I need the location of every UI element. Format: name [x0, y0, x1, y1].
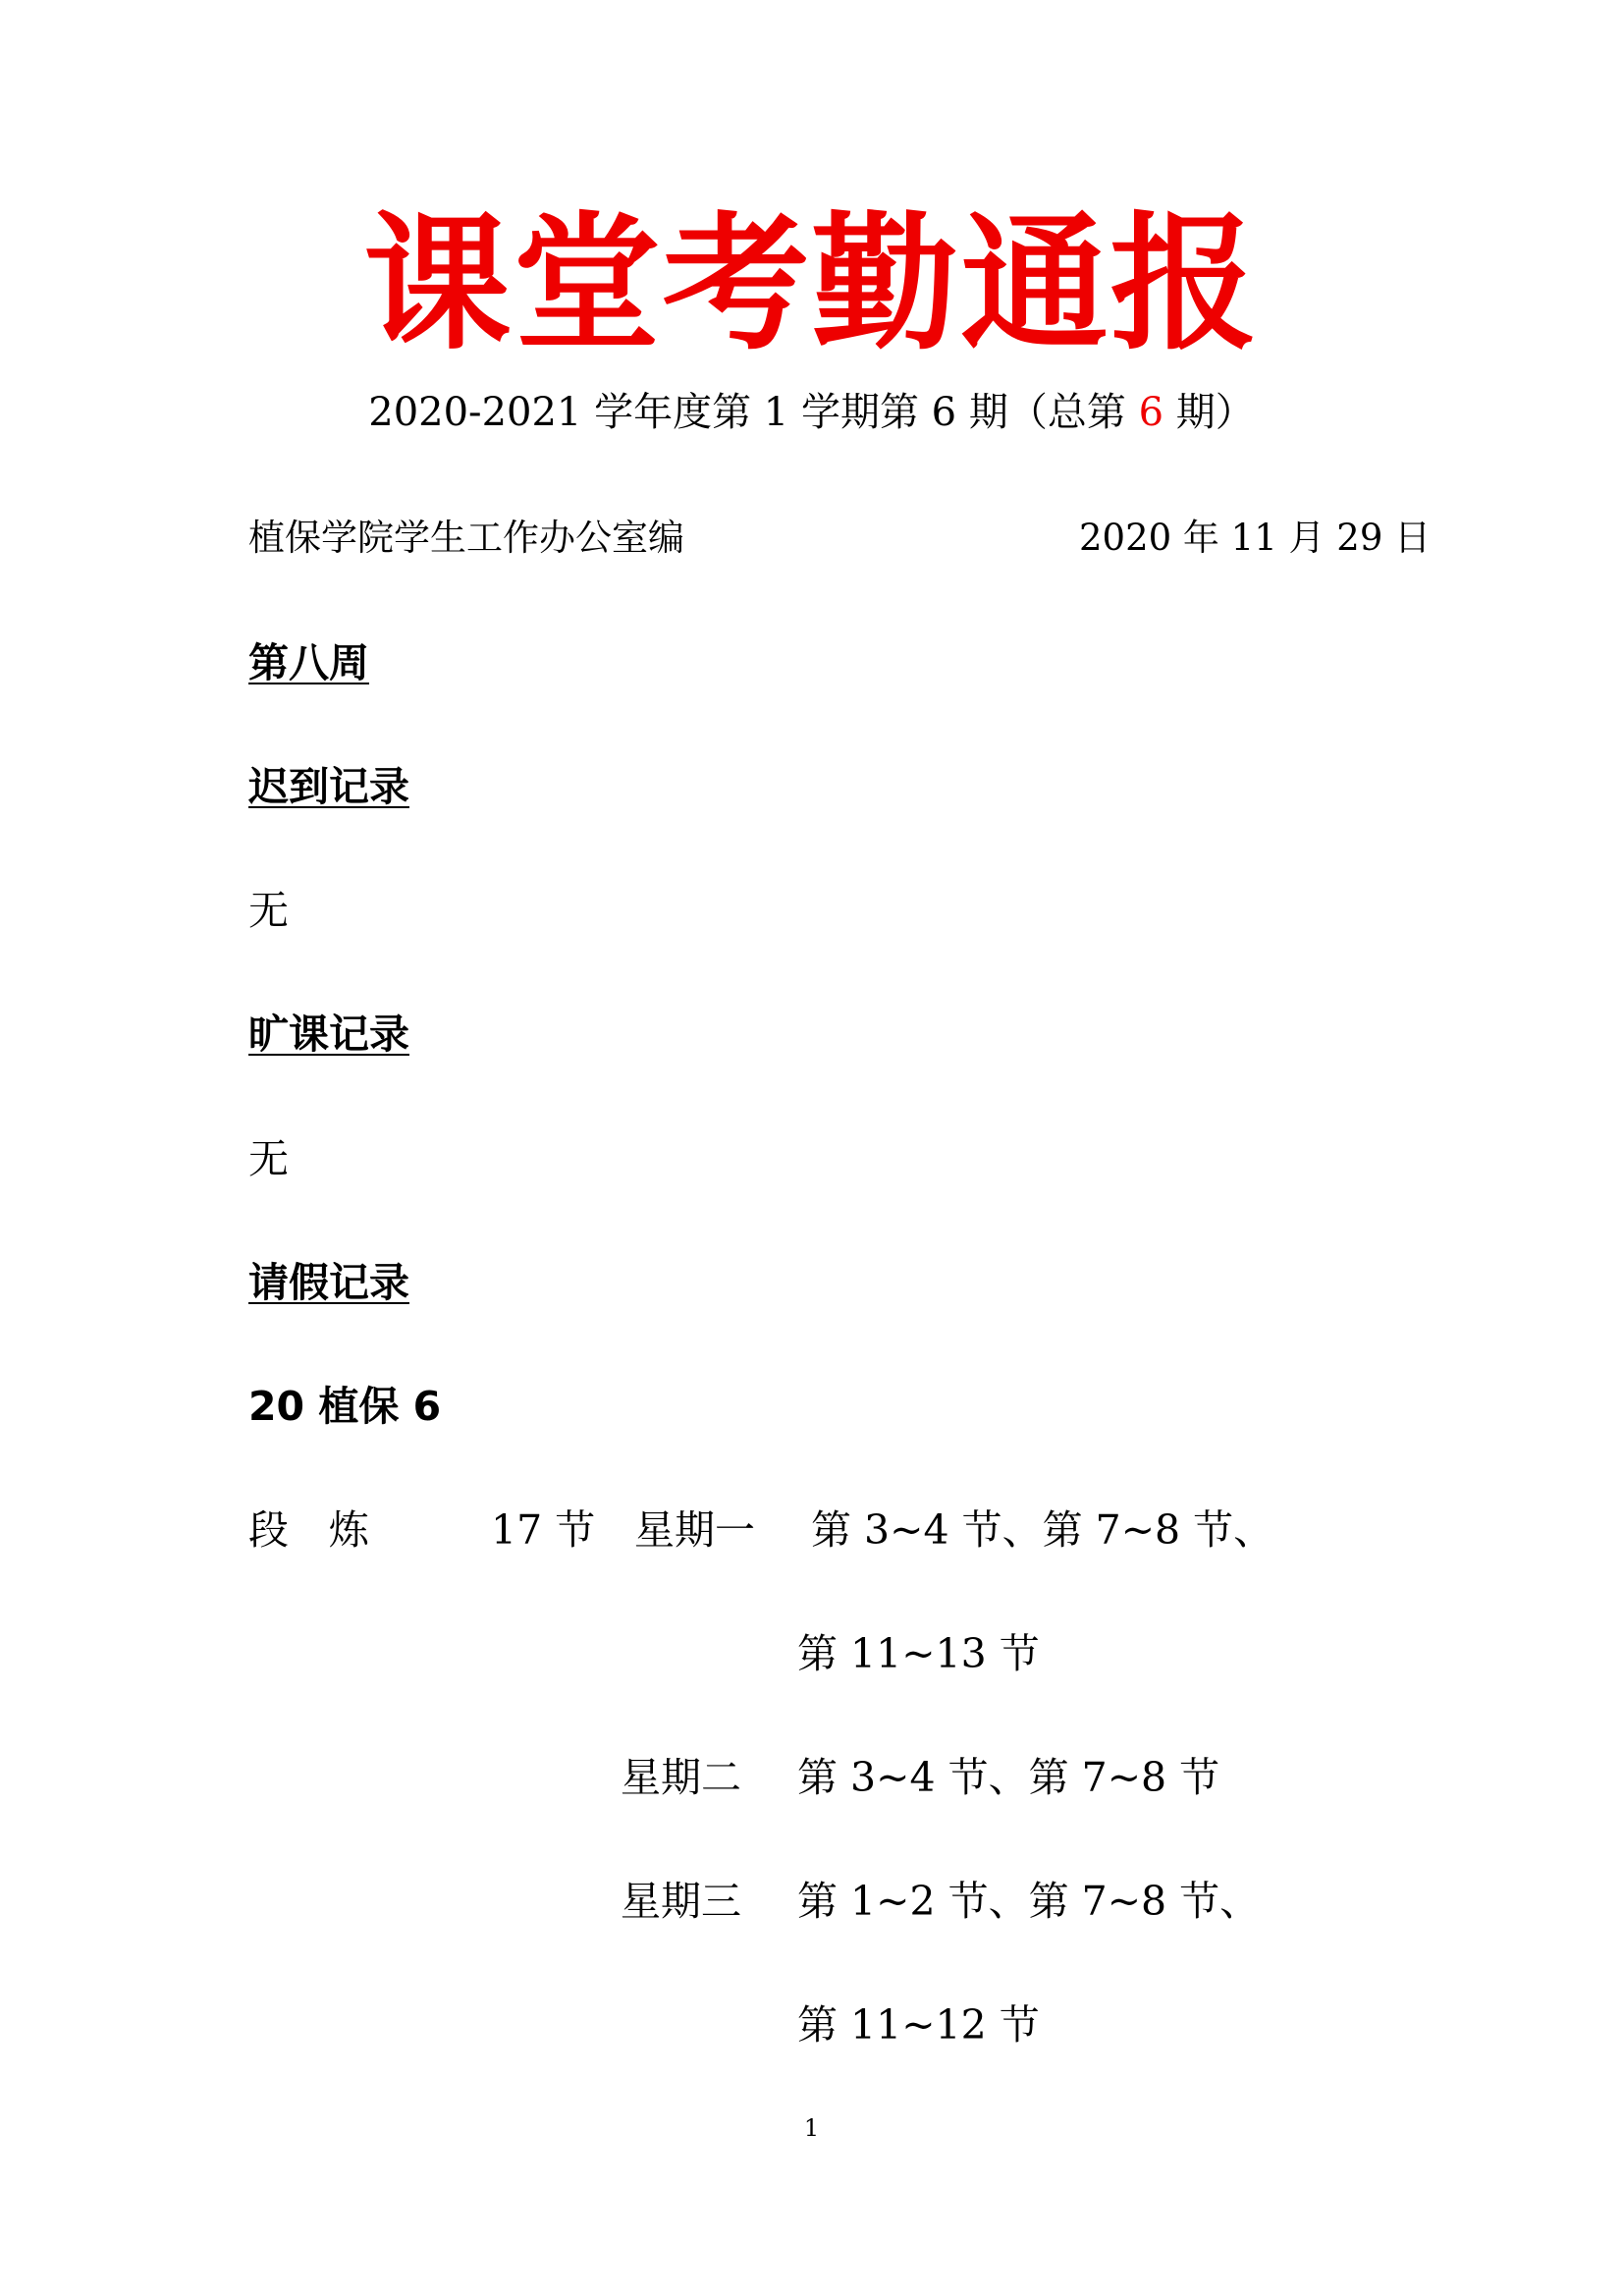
leave-periods-line: 第 11~12 节: [797, 2001, 1040, 2049]
absent-record-content: 无: [248, 1135, 289, 1182]
issue-subtitle: [0, 385, 1623, 440]
absent-record-heading: 旷课记录: [248, 1011, 409, 1058]
leave-day-label: 星期三: [621, 1878, 741, 1925]
leave-periods-line: 第 11~13 节: [797, 1630, 1040, 1677]
issue-date: 2020 年 11 月 29 日: [1079, 517, 1432, 559]
class-name: 20 植保 6: [248, 1383, 442, 1430]
leave-periods-line: 第 1~2 节、第 7~8 节、: [797, 1878, 1261, 1925]
issue-subtitle-prefix: 2020-2021 学年度第 1 学期第 6 期（总第: [368, 390, 1126, 435]
late-record-content: 无: [248, 887, 289, 934]
leave-day-label: 星期一: [634, 1506, 755, 1554]
week-heading: 第八周: [248, 639, 369, 686]
leave-day-label: 星期二: [621, 1754, 741, 1801]
issue-total-number: 6: [1138, 390, 1164, 435]
leave-total-periods: 17 节: [491, 1506, 596, 1554]
issue-subtitle-suffix: 期）: [1175, 390, 1255, 435]
leave-periods-line: 第 3~4 节、第 7~8 节: [797, 1754, 1220, 1801]
leave-periods-line: 第 3~4 节、第 7~8 节、: [811, 1506, 1274, 1554]
page-number: 1: [803, 2114, 820, 2142]
issuer-line: 植保学院学生工作办公室编: [248, 517, 684, 559]
late-record-heading: 迟到记录: [248, 763, 409, 810]
leave-record-heading: 请假记录: [248, 1259, 409, 1306]
student-name: 段 炼: [248, 1506, 369, 1554]
document-title: 课堂考勤通报: [363, 199, 1260, 370]
